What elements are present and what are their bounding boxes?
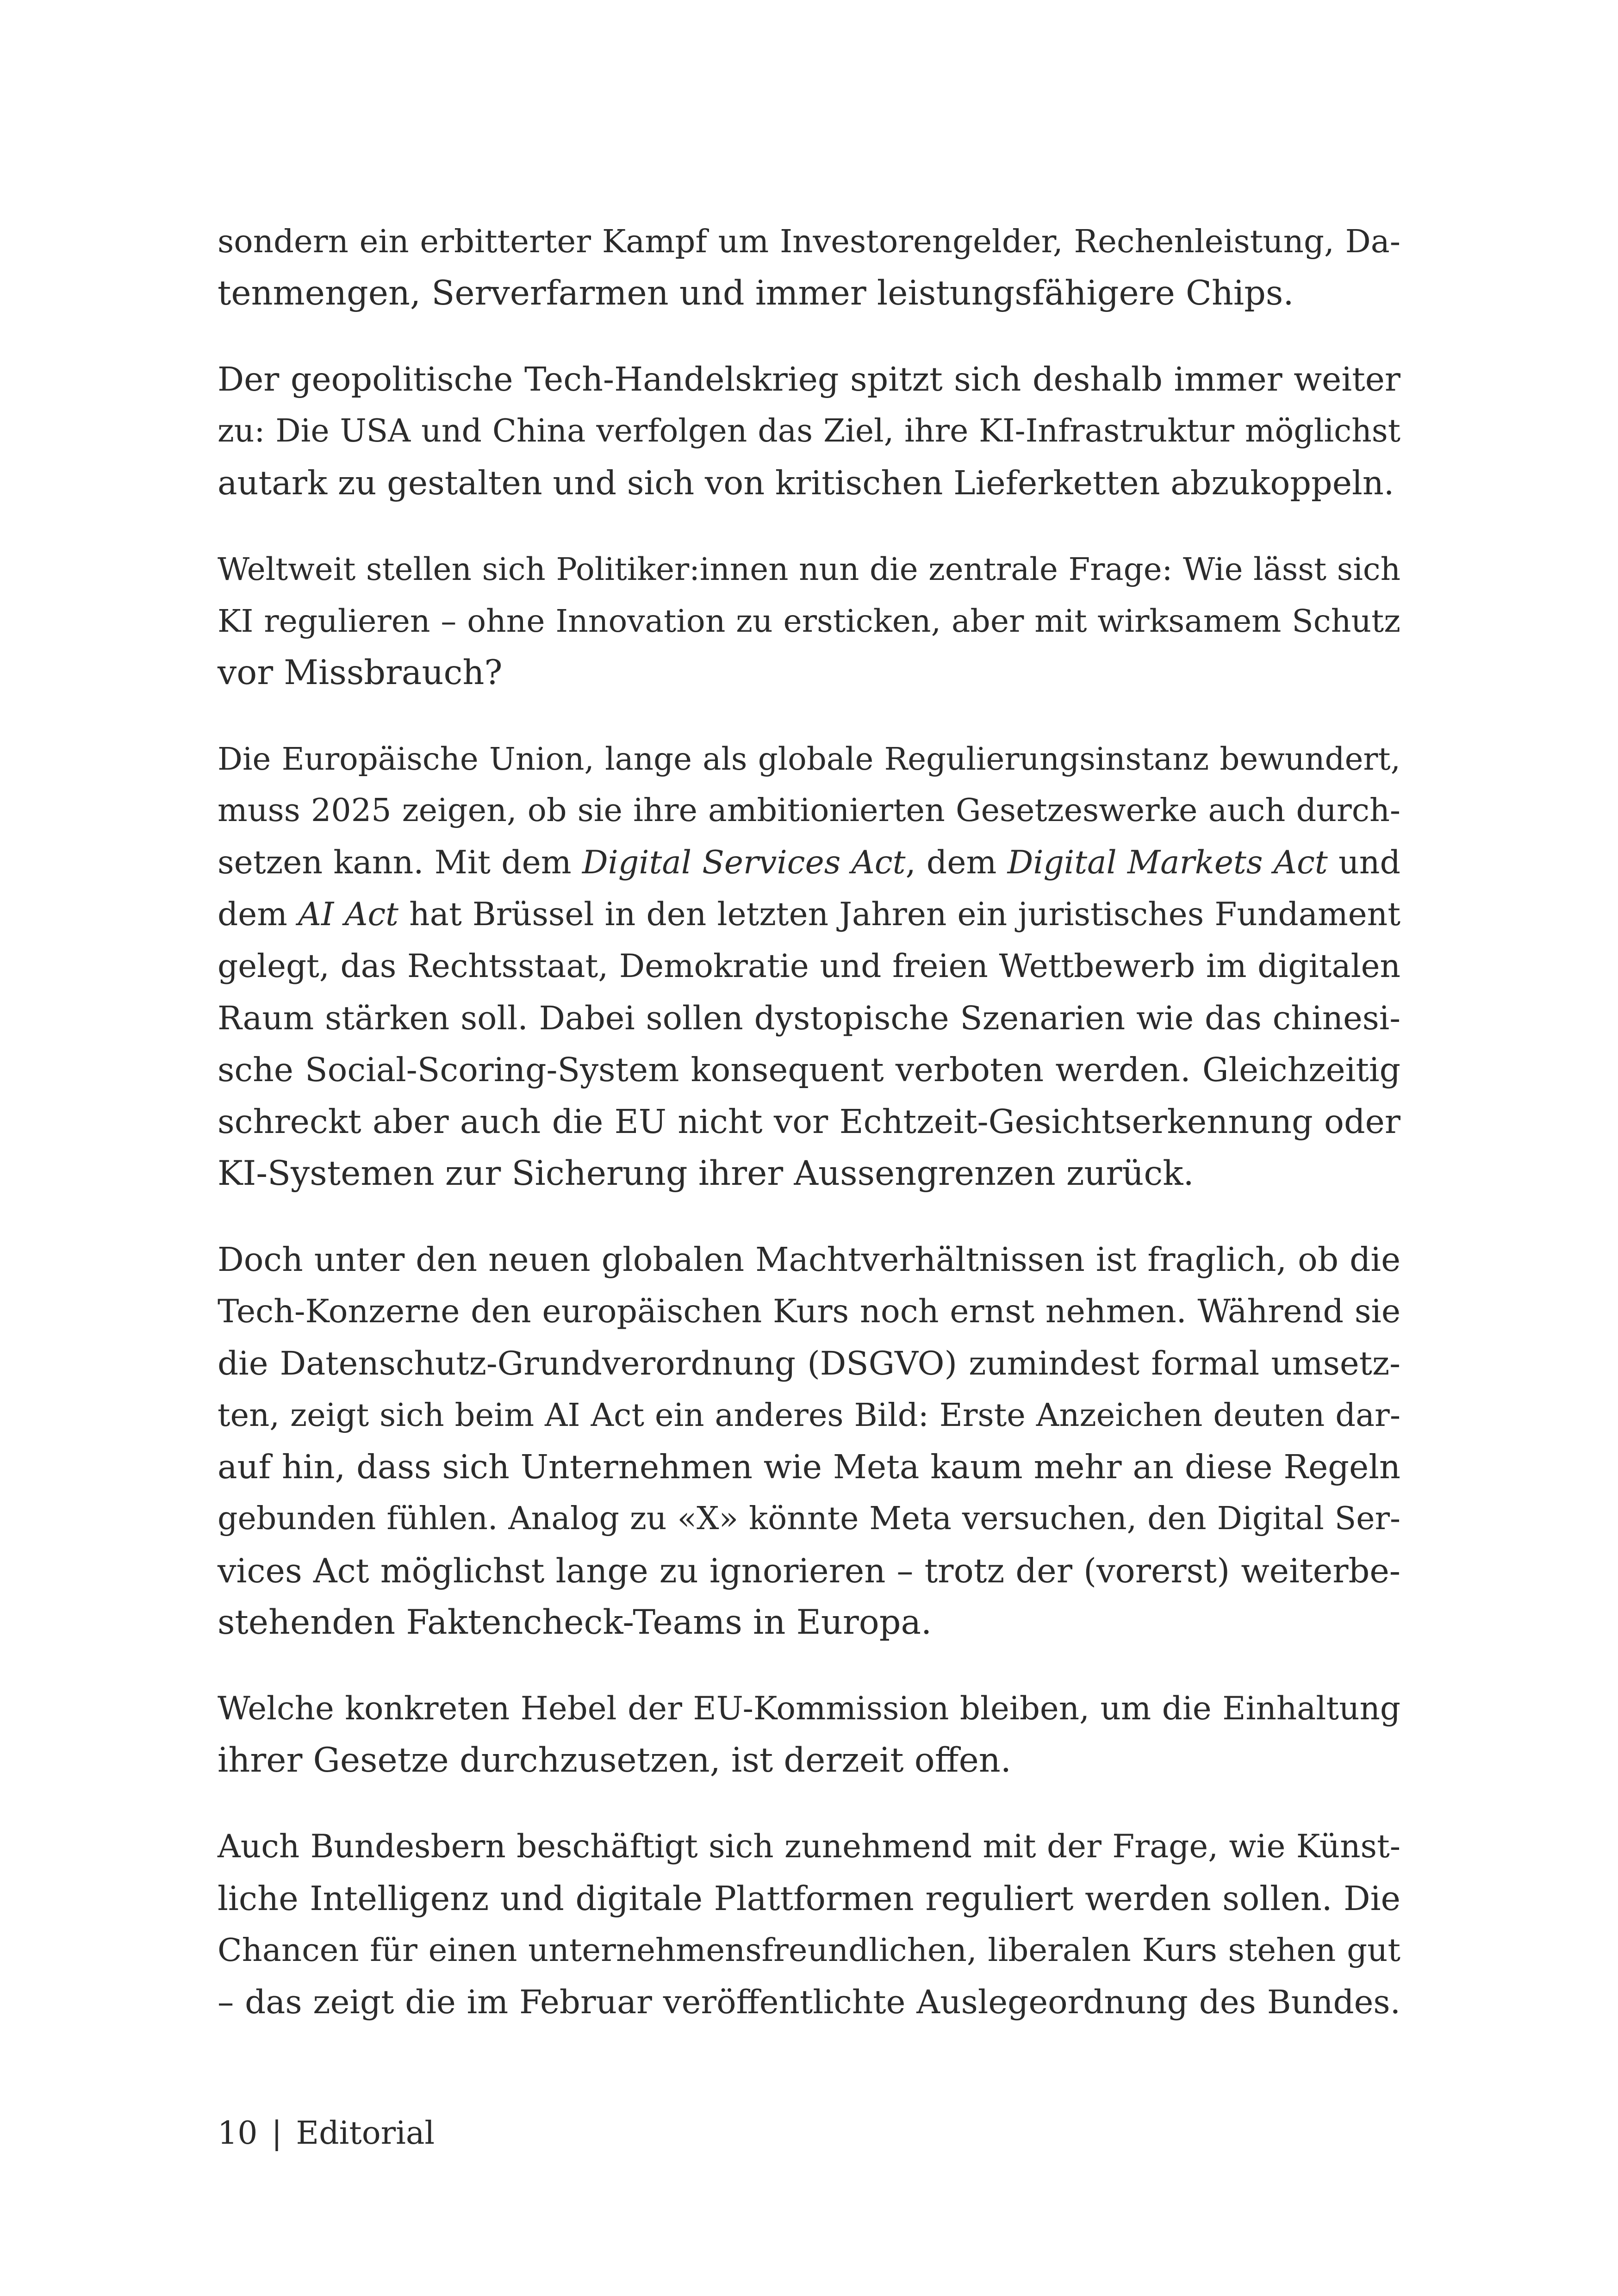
text-line: – das zeigt die im Februar veröffentlichte Auslegeordnung des Bundes. — [218, 1983, 1400, 2021]
text-line: gebunden fühlen. Analog zu «X» könnte Meta versuchen, den Digital Ser- — [218, 1500, 1400, 1537]
text-line: autark zu gestalten und sich von kritischen Lieferketten abzukoppeln. — [218, 464, 1394, 502]
text-line: zu: Die USA und China verfolgen das Ziel, ihre KI-Infrastruktur möglichst — [218, 413, 1400, 449]
text-line: Weltweit stellen sich Politiker:innen nun die zentrale Frage: Wie lässt sich — [218, 551, 1400, 587]
text-line: tenmengen, Serverfarmen und immer leistungsfähigere Chips. — [218, 274, 1294, 313]
text-line: gelegt, das Rechtsstaat, Demokratie und freien Wettbewerb im digitalen — [218, 948, 1400, 985]
paragraph — [218, 733, 1400, 1200]
text-line: sondern ein erbitterter Kampf um Investorengelder, Rechenleistung, Da- — [218, 223, 1400, 260]
paragraph — [218, 216, 1400, 319]
text-line: Tech-Konzerne den europäischen Kurs noch ernst nehmen. Während sie — [218, 1293, 1400, 1330]
text-line: setzen kann. Mit dem Digital Services Act, dem Digital Markets Act und — [218, 844, 1400, 881]
text-line: die Datenschutz-Grundverordnung (DSGVO) zumindest formal umsetz- — [218, 1344, 1400, 1382]
text-line: vor Missbrauch? — [218, 653, 503, 692]
body-text — [218, 216, 1400, 2028]
paragraph — [218, 1821, 1400, 2028]
text-line: Raum stärken soll. Dabei sollen dystopische Szenarien wie das chinesi- — [218, 999, 1400, 1037]
text-line: muss 2025 zeigen, ob sie ihre ambitionierten Gesetzeswerke auch durch- — [218, 792, 1400, 829]
text-line: Die Europäische Union, lange als globale Regulierungsinstanz bewundert, — [218, 741, 1400, 777]
text-line: liche Intelligenz und digitale Plattformen reguliert werden sollen. Die — [218, 1879, 1400, 1918]
text-line: stehenden Faktencheck-Teams in Europa. — [218, 1603, 932, 1642]
text-line: Auch Bundesbern beschäftigt sich zunehmend mit der Frage, wie Künst- — [218, 1828, 1400, 1865]
text-line: dem AI Act hat Brüssel in den letzten Jahren ein juristisches Fundament — [218, 896, 1400, 933]
text-line: auf hin, dass sich Unternehmen wie Meta kaum mehr an diese Regeln — [218, 1448, 1400, 1486]
text-line: sche Social-Scoring-System konsequent verboten werden. Gleichzeitig — [218, 1051, 1400, 1089]
text-line: ten, zeigt sich beim AI Act ein anderes Bild: Erste Anzeichen deuten dar- — [218, 1397, 1400, 1434]
paragraph — [218, 354, 1400, 509]
text-line: Welche konkreten Hebel der EU-Kommission bleiben, um die Einhaltung — [218, 1690, 1400, 1727]
text-line: Chancen für einen unternehmensfreundlichen, liberalen Kurs stehen gut — [218, 1932, 1400, 1969]
footer-separator: | — [271, 2115, 282, 2152]
text-line: Der geopolitische Tech-Handelskrieg spitzt sich deshalb immer weiter — [218, 360, 1400, 398]
section-title: Editorial — [296, 2115, 435, 2152]
text-line: vices Act möglichst lange zu ignorieren – trotz der (vorerst) weiterbe- — [218, 1551, 1400, 1590]
text-line: ihrer Gesetze durchzusetzen, ist derzeit offen. — [218, 1741, 1012, 1780]
text-line: KI regulieren – ohne Innovation zu ersticken, aber mit wirksamem Schutz — [218, 603, 1400, 639]
page-number: 10 — [218, 2115, 258, 2152]
page-footer — [218, 2110, 435, 2157]
paragraph — [218, 543, 1400, 699]
text-line: Doch unter den neuen globalen Machtverhältnissen ist fraglich, ob die — [218, 1240, 1400, 1279]
text-line: KI-Systemen zur Sicherung ihrer Aussengrenzen zurück. — [218, 1154, 1194, 1193]
text-line: schreckt aber auch die EU nicht vor Echtzeit-Gesichtserkennung oder — [218, 1102, 1400, 1141]
paragraph — [218, 1683, 1400, 1786]
paragraph — [218, 1234, 1400, 1649]
